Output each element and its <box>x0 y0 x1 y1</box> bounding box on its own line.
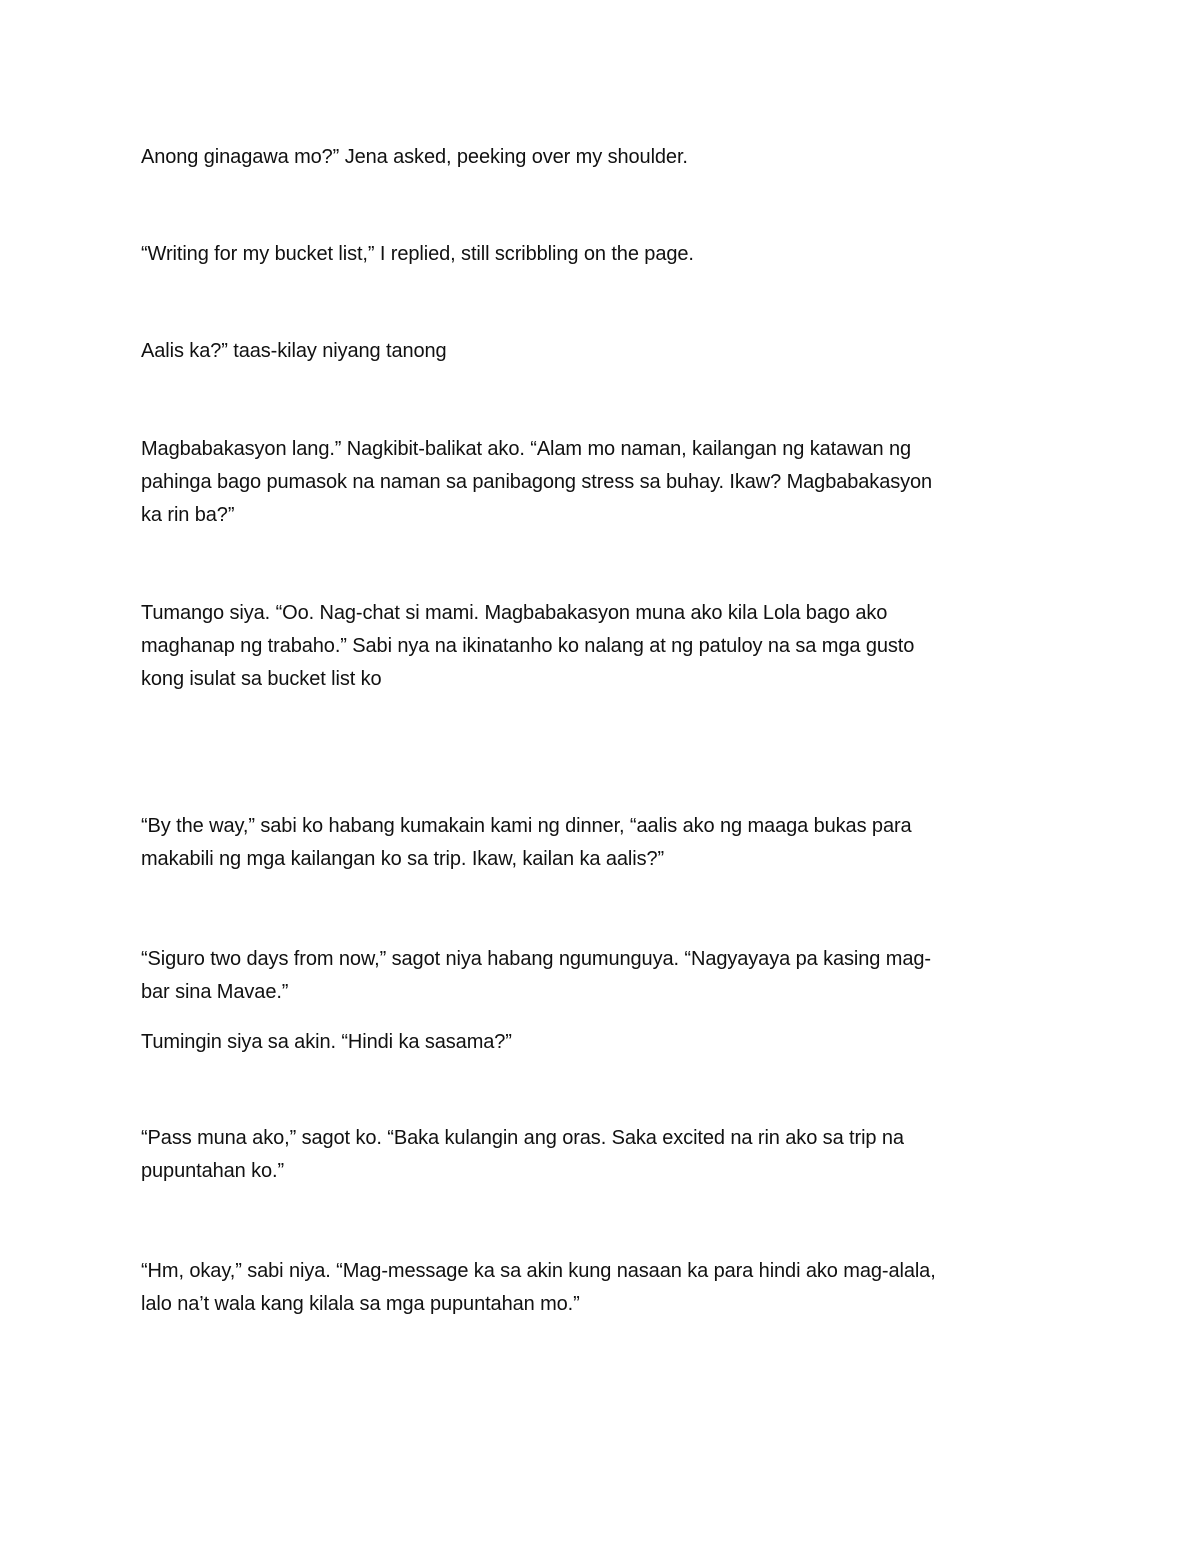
text-line: lalo na’t wala kang kilala sa mga pupuntahan mo.” <box>141 1293 580 1315</box>
text-line: makabili ng mga kailangan ko sa trip. Ikaw, kailan ka aalis?” <box>141 848 665 870</box>
text-line: ka rin ba?” <box>141 504 235 526</box>
text-line: Anong ginagawa mo?” Jena asked, peeking over my shoulder. <box>141 146 688 168</box>
text-line: bar sina Mavae.” <box>141 981 289 1003</box>
text-line: kong isulat sa bucket list ko <box>141 668 382 690</box>
text-line: “Writing for my bucket list,” I replied, still scribbling on the page. <box>141 243 694 265</box>
text-line: Aalis ka?” taas-kilay niyang tanong <box>141 340 447 362</box>
text-line: pahinga bago pumasok na naman sa panibagong stress sa buhay. Ikaw? Magbabakasyon <box>141 471 933 493</box>
text-line: “Pass muna ako,” sagot ko. “Baka kulangin ang oras. Saka excited na rin ako sa trip na <box>141 1127 904 1149</box>
text-line: maghanap ng trabaho.” Sabi nya na ikinatanho ko nalang at ng patuloy na sa mga gusto <box>141 635 915 657</box>
text-line: “By the way,” sabi ko habang kumakain kami ng dinner, “aalis ako ng maaga bukas para <box>141 815 912 837</box>
text-line: “Hm, okay,” sabi niya. “Mag-message ka sa akin kung nasaan ka para hindi ako mag-alala, <box>141 1260 936 1282</box>
text-line: “Siguro two days from now,” sagot niya habang ngumunguya. “Nagyayaya pa kasing mag- <box>141 948 931 970</box>
text-line: pupuntahan ko.” <box>141 1160 285 1182</box>
text-line: Magbabakasyon lang.” Nagkibit-balikat ako. “Alam mo naman, kailangan ng katawan ng <box>141 438 912 460</box>
text-line: Tumingin siya sa akin. “Hindi ka sasama?” <box>141 1031 512 1053</box>
text-line: Tumango siya. “Oo. Nag-chat si mami. Magbabakasyon muna ako kila Lola bago ako <box>141 602 888 624</box>
